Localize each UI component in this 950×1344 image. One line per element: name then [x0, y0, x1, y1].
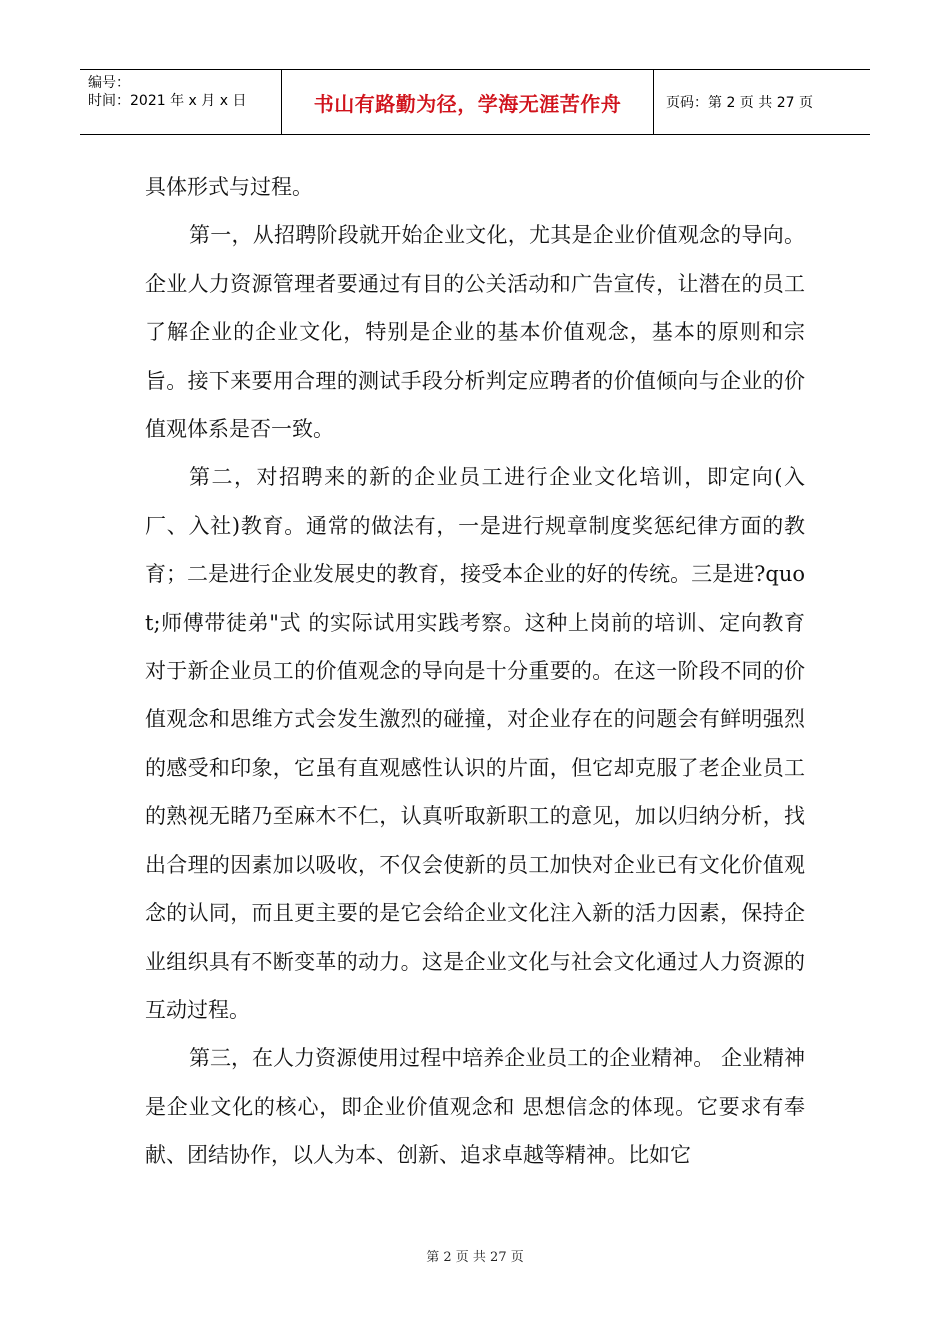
paragraph-second: 第二，对招聘来的新的企业员工进行企业文化培训，即定向(入厂、入社)教育。通常的做法有，一是进行规章制度奖惩纪律方面的教育；二是进行企业发展史的教育，接受本企业的好的传统。三是进?quot;师傅带徒弟"式 的实际试用实践考察。这种上岗前的培训、定向教育对于新企业员工的价值观念的导向是十分重要的。在这一阶段不同的价值观念和思维方式会发生激烈的碰撞，对企业存在的问题会有鲜明强烈的感受和印象，它虽有直观感性认识的片面，但它却克服了老企业员工的熟视无睹乃至麻木不仁，认真听取新职工的意见，加以归纳分析，找出合理的因素加以吸收，不仅会使新的员工加快对企业已有文化价值观念的认同，而且更主要的是它会给企业文化注入新的活力因素，保持企业组织具有不断变革的动力。这是企业文化与社会文化通过人力资源的互动过程。 — [145, 465, 805, 1022]
header-page-number: 页码：第 2 页 共 27 页 — [666, 95, 813, 111]
paragraph-third: 第三，在人力资源使用过程中培养企业员工的企业精神。 企业精神是企业文化的核心，即企业价值观念和 思想信念的体现。它要求有奉献、团结协作，以人为本、创新、追求卓越等精神。比如它 — [145, 1046, 805, 1168]
header-page-cell — [654, 70, 870, 134]
document-date-label: 时间：2021 年 x 月 x 日 — [88, 93, 247, 109]
document-body — [145, 163, 805, 1180]
document-number-label: 编号： — [88, 75, 130, 91]
page-footer: 第 2 页 共 27 页 — [426, 1250, 524, 1265]
paragraph-first: 第一，从招聘阶段就开始企业文化，尤其是企业价值观念的导向。企业人力资源管理者要通过有目的公关活动和广告宣传，让潜在的员工了解企业的企业文化，特别是企业的基本价值观念，基本的原则和宗旨。接下来要用合理的测试手段分析判定应聘者的价值倾向与企业的价值观体系是否一致。 — [145, 223, 805, 442]
header-motto: 书山有路勤为径，学海无涯苦作舟 — [313, 91, 622, 116]
header-meta — [80, 70, 282, 134]
header-motto-cell — [282, 70, 654, 134]
paragraph-continuation: 具体形式与过程。 — [145, 175, 313, 199]
page-header — [80, 69, 870, 135]
